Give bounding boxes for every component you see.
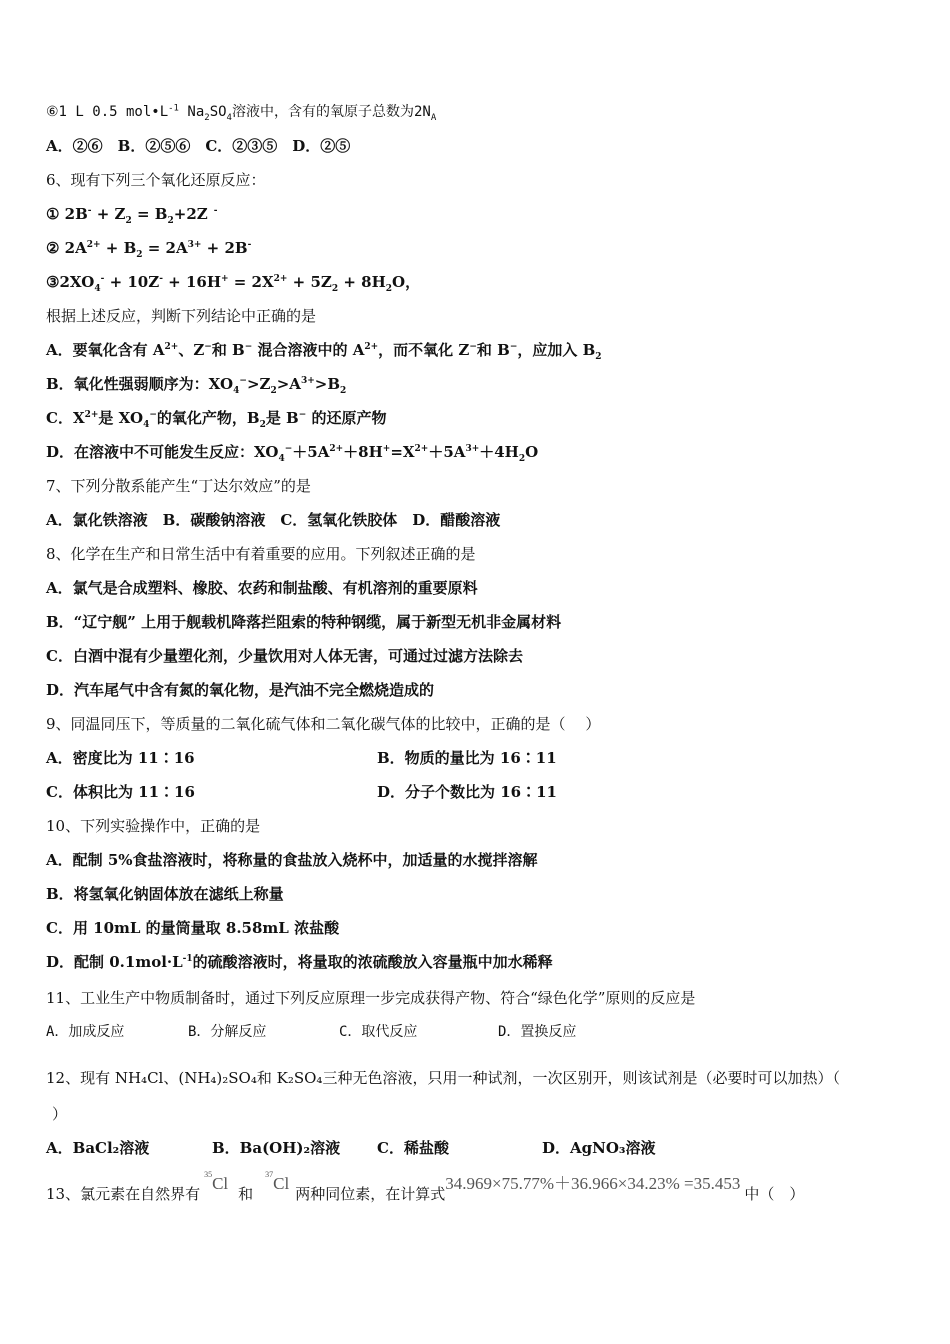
text: ，而不氧化 Z xyxy=(378,341,470,359)
subscript: 2 xyxy=(204,112,210,123)
superscript: - xyxy=(213,206,218,216)
text: =X xyxy=(390,443,415,461)
mass-number: 35 xyxy=(204,1170,213,1179)
q8-option-d: D．汽车尾气中含有氮的氧化物，是汽油不完全燃烧造成的 xyxy=(46,681,435,699)
q13-stem xyxy=(46,1170,906,1204)
text: D．在溶液中不可能发生反应：XO xyxy=(46,443,279,461)
text: >B xyxy=(314,375,341,393)
subscript: 4 xyxy=(143,420,150,430)
q9-option-d: D．分子个数比为 16∶11 xyxy=(377,783,557,801)
q12-option-c: C．稀盐酸 xyxy=(377,1139,449,1157)
q8-option-a: A．氯气是合成塑料、橡胶、农药和制盐酸、有机溶剂的重要原料 xyxy=(46,579,478,597)
q8-option-c: C．白酒中混有少量塑化剂，少量饮用对人体无害，可通过过滤方法除去 xyxy=(46,647,523,665)
chlorine-37-isotope xyxy=(265,1170,290,1193)
q11-option-d: D．置换反应 xyxy=(498,1024,577,1040)
subscript: 2 xyxy=(136,250,143,260)
text: ② 2A xyxy=(46,239,87,257)
text: + 2B xyxy=(201,239,248,257)
superscript: - xyxy=(87,206,92,216)
superscript: 2+ xyxy=(364,342,379,352)
text: 的硫酸溶液时，将量取的浓硫酸放入容量瓶中加水稀释 xyxy=(192,953,553,971)
q7-stem: 7、下列分散系能产生“丁达尔效应”的是 xyxy=(46,477,311,495)
chlorine-35-isotope xyxy=(204,1170,229,1193)
superscript: 2+ xyxy=(164,342,179,352)
subscript: A xyxy=(430,112,437,123)
text: ＋8H xyxy=(343,443,383,461)
text: ＋5A xyxy=(292,443,330,461)
q6-reaction-3 xyxy=(46,272,906,292)
q6-prompt: 根据上述反应，判断下列结论中正确的是 xyxy=(46,307,317,325)
q9-stem: 9、同温同压下，等质量的二氧化硫气体和二氧化碳气体的比较中，正确的是（ ） xyxy=(46,715,601,733)
text: ① 2B xyxy=(46,205,88,223)
subscript: 2 xyxy=(340,386,347,396)
superscript: − xyxy=(204,342,212,352)
q11-option-a: A．加成反应 xyxy=(46,1024,125,1040)
text: = 2X xyxy=(228,273,274,291)
text: ⑥1 L 0.5 mol•L xyxy=(46,104,169,120)
q12-option-b: B．Ba(OH)₂溶液 xyxy=(212,1139,341,1157)
q12-options xyxy=(46,1138,906,1158)
q10-option-a: A．配制 5%食盐溶液时，将称量的食盐放入烧杯中，加适量的水搅拌溶解 xyxy=(46,851,538,869)
text: + B xyxy=(100,239,137,257)
q6-reaction-1 xyxy=(46,204,906,224)
q5-options: A．②⑥ B．②⑤⑥ C．②③⑤ D．②⑤ xyxy=(46,137,351,155)
text: O xyxy=(525,443,539,461)
text: C．X xyxy=(46,409,85,427)
q10-stem: 10、下列实验操作中，正确的是 xyxy=(46,817,261,835)
q12-option-a: A．BaCl₂溶液 xyxy=(46,1139,150,1157)
subscript: 4 xyxy=(226,112,232,123)
text: 中（ ） xyxy=(744,1185,805,1203)
subscript: 2 xyxy=(518,454,526,464)
text: 和 B xyxy=(476,341,510,359)
q12-option-d: D．AgNO₃溶液 xyxy=(542,1139,656,1157)
q7-options: A．氯化铁溶液 B．碳酸钠溶液 C．氢氧化铁胶体 D．醋酸溶液 xyxy=(46,511,501,529)
superscript: − xyxy=(509,342,518,352)
q6-option-c xyxy=(46,408,906,428)
q9-option-a: A．密度比为 11∶16 xyxy=(46,749,195,767)
q6-reaction-2 xyxy=(46,238,906,258)
text: Na xyxy=(178,104,205,120)
superscript: − xyxy=(298,410,307,420)
subscript: 2 xyxy=(125,216,132,226)
text: SO xyxy=(209,104,227,120)
text: + 10Z xyxy=(104,273,160,291)
text: 、Z xyxy=(178,341,205,359)
text: D．配制 0.1mol·L xyxy=(46,953,183,971)
q12-stem-close: ） xyxy=(52,1105,68,1123)
q6-option-b xyxy=(46,374,906,394)
text: 是 XO xyxy=(98,409,144,427)
text: >Z xyxy=(246,375,271,393)
superscript: 3+ xyxy=(187,240,202,250)
q9-options-row-1 xyxy=(46,748,906,768)
subscript: 2 xyxy=(595,352,602,362)
text: + 8H xyxy=(338,273,386,291)
text: >A xyxy=(276,375,301,393)
superscript: 2+ xyxy=(84,410,99,420)
superscript: 2+ xyxy=(329,444,344,454)
q9-options-row-2 xyxy=(46,782,906,802)
subscript: 4 xyxy=(94,284,101,294)
subscript: 4 xyxy=(233,386,240,396)
superscript: 2+ xyxy=(273,274,288,284)
text: ＋4H xyxy=(479,443,519,461)
text: 两种同位素，在计算式 xyxy=(295,1185,446,1203)
superscript: − xyxy=(469,342,477,352)
superscript: - xyxy=(247,240,252,250)
superscript: + xyxy=(221,274,229,284)
text: 溶液中，含有的氧原子总数为2N xyxy=(231,104,431,120)
text: + 16H xyxy=(162,273,221,291)
text: 13、氯元素在自然界有 xyxy=(46,1185,201,1203)
superscript: 2+ xyxy=(414,444,429,454)
superscript: - xyxy=(159,274,163,284)
superscript: − xyxy=(239,376,247,386)
text: + Z xyxy=(91,205,126,223)
q11-stem: 11、工业生产中物质制备时，通过下列反应原理一步完成获得产物、符合“绿色化学”原则的反应是 xyxy=(46,989,696,1007)
superscript: − xyxy=(149,410,157,420)
subscript: 2 xyxy=(331,284,339,294)
superscript: − xyxy=(244,342,253,352)
superscript: 3+ xyxy=(300,376,315,386)
text: = 2A xyxy=(142,239,188,257)
text: ③2XO xyxy=(46,273,95,291)
calculation-formula: 34.969×75.77%＋36.966×34.23% =35.453 xyxy=(445,1174,741,1193)
q11-options xyxy=(46,1022,906,1042)
q6-option-d xyxy=(46,442,906,462)
q12-stem: 12、现有 NH₄Cl、(NH₄)₂SO₄和 K₂SO₄三种无色溶液，只用一种试剂，一次区别开，则该试剂是（必要时可以加热）（ xyxy=(46,1069,840,1087)
q6-stem: 6、现有下列三个氧化还原反应： xyxy=(46,171,266,189)
q11-option-b: B．分解反应 xyxy=(188,1024,267,1040)
text: 的氧化产物，B xyxy=(156,409,260,427)
q10-option-b: B．将氢氧化钠固体放在滤纸上称量 xyxy=(46,885,284,903)
q10-option-d xyxy=(46,952,906,972)
q6-option-a xyxy=(46,340,906,360)
q11-option-c: C．取代反应 xyxy=(339,1024,418,1040)
text: 的还原产物 xyxy=(306,409,387,427)
superscript: -1 xyxy=(182,954,193,964)
q9-option-c: C．体积比为 11∶16 xyxy=(46,783,195,801)
superscript: -1 xyxy=(168,103,179,114)
q10-option-c: C．用 10mL 的量筒量取 8.58mL 浓盐酸 xyxy=(46,919,340,937)
text: O， xyxy=(392,273,421,291)
subscript: 2 xyxy=(270,386,277,396)
subscript: 2 xyxy=(167,216,174,226)
subscript: 2 xyxy=(259,420,266,430)
text: ，应加入 B xyxy=(517,341,596,359)
superscript: 2+ xyxy=(86,240,101,250)
q9-option-b: B．物质的量比为 16∶11 xyxy=(377,749,557,767)
q8-stem: 8、化学在生产和日常生活中有着重要的应用。下列叙述正确的是 xyxy=(46,545,476,563)
superscript: - xyxy=(100,274,105,284)
option-six-line xyxy=(46,102,906,122)
text: ＋5A xyxy=(428,443,466,461)
text: B．氧化性强弱顺序为：XO xyxy=(46,375,234,393)
text: + 5Z xyxy=(287,273,332,291)
q8-option-b: B．“辽宁舰” 上用于舰载机降落拦阻索的特种钢缆，属于新型无机非金属材料 xyxy=(46,613,562,631)
superscript: 3+ xyxy=(465,444,480,454)
text: 和 B xyxy=(211,341,245,359)
element-symbol: Cl xyxy=(273,1174,290,1193)
text: 是 B xyxy=(265,409,299,427)
subscript: 2 xyxy=(385,284,393,294)
subscript: 4 xyxy=(278,454,285,464)
superscript: − xyxy=(284,444,293,454)
text: A．要氧化含有 A xyxy=(46,341,165,359)
superscript: + xyxy=(382,444,391,454)
mass-number: 37 xyxy=(265,1170,274,1179)
text: 和 xyxy=(238,1185,254,1203)
text: = B xyxy=(131,205,168,223)
text: 混合溶液中的 A xyxy=(252,341,365,359)
element-symbol: Cl xyxy=(212,1174,229,1193)
text: +2Z xyxy=(173,205,208,223)
